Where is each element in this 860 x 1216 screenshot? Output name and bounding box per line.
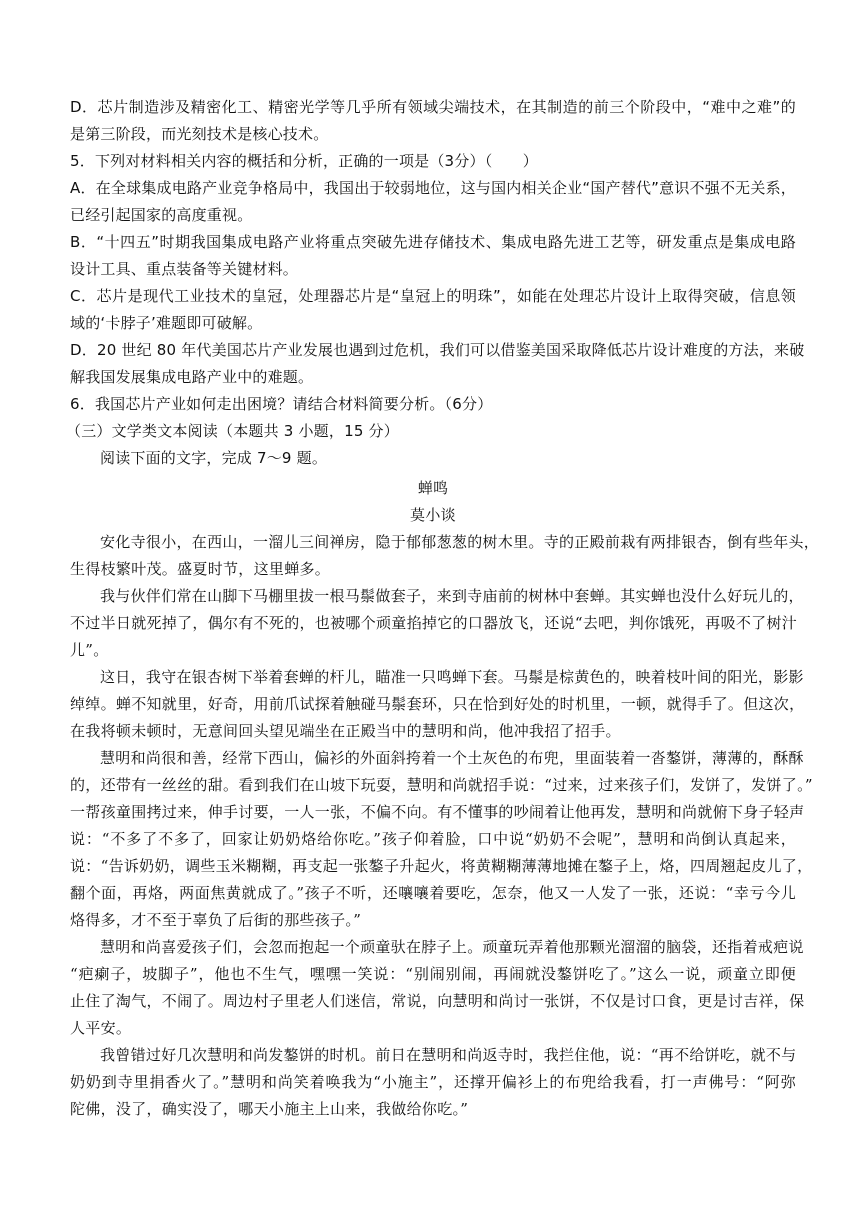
story-line: 的，还带有一丝丝的甜。看到我们在山坡下玩耍，慧明和尚就招手说：“过来，过来孩子们，发饼了，发饼了。” xyxy=(70,776,813,794)
story-line: 慧明和尚喜爱孩子们，会忽而抱起一个顽童驮在脖子上。顽童玩弄着他那颗光溜溜的脑袋，还指着戒疤说 xyxy=(100,938,804,956)
q5-option-b-line-2: 设计工具、重点装备等关键材料。 xyxy=(70,260,299,278)
story-line: 一帮孩童围拷过来，伸手讨要，一人一张，不偏不向。有不懂事的吵闹着让他再发，慧明和尚就俯下身子轻声 xyxy=(70,803,805,821)
q5-option-c-line-1: C．芯片是现代工业技术的皇冠，处理器芯片是“皇冠上的明珠”，如能在处理芯片设计上取得突破，信息领 xyxy=(70,287,796,305)
q4-option-d-line-1: D．芯片制造涉及精密化工、精密光学等几乎所有领域尖端技术，在其制造的前三个阶段中，“难中之难”的 xyxy=(70,98,796,116)
story-author: 莫小谈 xyxy=(410,506,456,524)
story-line: 这日，我守在银杏树下举着套蝉的杆儿，瞄准一只鸣蝉下套。马鬃是棕黄色的，映着枝叶间的阳光，影影 xyxy=(100,668,804,686)
story-line: 安化寺很小，在西山，一溜儿三间禅房，隐于郁郁葱葱的树木里。寺的正殿前栽有两排银杏，倒有些年头， xyxy=(100,533,820,551)
section-heading: （三）文学类文本阅读（本题共 3 小题，15 分） xyxy=(66,422,399,440)
q4-option-d-line-2: 是第三阶段，而光刻技术是核心技术。 xyxy=(70,125,329,143)
story-line: 奶奶到寺里捐香火了。”慧明和尚笑着唤我为“小施主”，还撑开偏衫上的布兜给我看，打一声佛号：“阿弥 xyxy=(70,1073,796,1091)
story-line: 烙得多，才不至于辜负了后街的那些孩子。” xyxy=(70,911,362,929)
story-line: 止住了淘气，不闹了。周边村子里老人们迷信，常说，向慧明和尚讨一张饼，不仅是讨口食，更是讨吉祥，保 xyxy=(70,992,805,1010)
story-line: 慧明和尚很和善，经常下西山，偏衫的外面斜挎着一个土灰色的布兜，里面装着一沓鏊饼，薄薄的，酥酥 xyxy=(100,749,804,767)
q5-option-c-line-2: 域的‘卡脖子’难题即可破解。 xyxy=(70,314,263,332)
q5-option-a-line-1: A．在全球集成电路产业竞争格局中，我国出于较弱地位，这与国内相关企业“国产替代”意识不强不无关系， xyxy=(70,179,796,197)
story-line: 我与伙伴们常在山脚下马棚里拔一根马鬃做套子，来到寺庙前的树林中套蝉。其实蝉也没什么好玩儿的， xyxy=(100,587,804,605)
story-line: 绰绰。蝉不知就里，好奇，用前爪试探着触碰马鬃套环，只在恰到好处的时机里，一顿，就得手了。但这次， xyxy=(70,695,805,713)
story-line: 翻个面，再烙，两面焦黄就成了。”孩子不听，还嚷嚷着要吃，怎奈，他又一人发了一张，还说：“幸亏今儿 xyxy=(70,884,796,902)
story-line: 不过半日就死掉了，偶尔有不死的，也被哪个顽童掐掉它的口器放飞，还说“去吧，判你饿死，再吸不了树汁 xyxy=(70,614,798,632)
q5-option-b-line-1: B．“十四五”时期我国集成电路产业将重点突破先进存储技术、集成电路先进工艺等，研发重点是集成电路 xyxy=(70,233,796,251)
q5-option-d-line-2: 解我国发展集成电路产业中的难题。 xyxy=(70,368,314,386)
story-line: 说：“不多了不多了，回家让奶奶烙给你吃。”孩子仰着脸，口中说“奶奶不会呢”，慧明和尚倒认真起来， xyxy=(70,830,796,848)
q5-option-d-line-1: D．20 世纪 80 年代美国芯片产业发展也遇到过危机，我们可以借鉴美国采取降低芯片设计难度的方法，来破 xyxy=(70,341,805,359)
story-line: 生得枝繁叶茂。盛夏时节，这里蝉多。 xyxy=(70,560,331,578)
story-line: 说：“告诉奶奶，调些玉米糊糊，再支起一张鏊子升起火，将黄糊糊薄薄地摊在鏊子上，烙，四周翘起皮儿了， xyxy=(70,857,813,875)
story-line: 陀佛，没了，确实没了，哪天小施主上山来，我做给你吃。” xyxy=(70,1100,469,1118)
q6-stem: 6．我国芯片产业如何走出困境？请结合材料简要分析。（6分） xyxy=(70,395,493,413)
section-instruction: 阅读下面的文字，完成 7～9 题。 xyxy=(100,449,328,467)
story-line: 我曾错过好几次慧明和尚发鏊饼的时机。前日在慧明和尚返寺时，我拦住他，说：“再不给饼吃，就不与 xyxy=(100,1046,797,1064)
q5-stem: 5．下列对材料相关内容的概括和分析，正确的一项是（3分）（ ） xyxy=(70,152,538,170)
story-line: 人平安。 xyxy=(70,1019,132,1037)
story-line: 儿”。 xyxy=(70,641,109,659)
q5-option-a-line-2: 已经引起国家的高度重视。 xyxy=(70,206,253,224)
story-line: “疤瘌子，坡脚子”，他也不生气，嘿嘿一笑说：“别闹别闹，再闹就没鏊饼吃了。”这么一说，顽童立即便 xyxy=(70,965,796,983)
story-line: 在我将顿未顿时，无意间回头望见端坐在正殿当中的慧明和尚，他冲我招了招手。 xyxy=(70,722,621,740)
story-title: 蝉鸣 xyxy=(417,479,449,497)
